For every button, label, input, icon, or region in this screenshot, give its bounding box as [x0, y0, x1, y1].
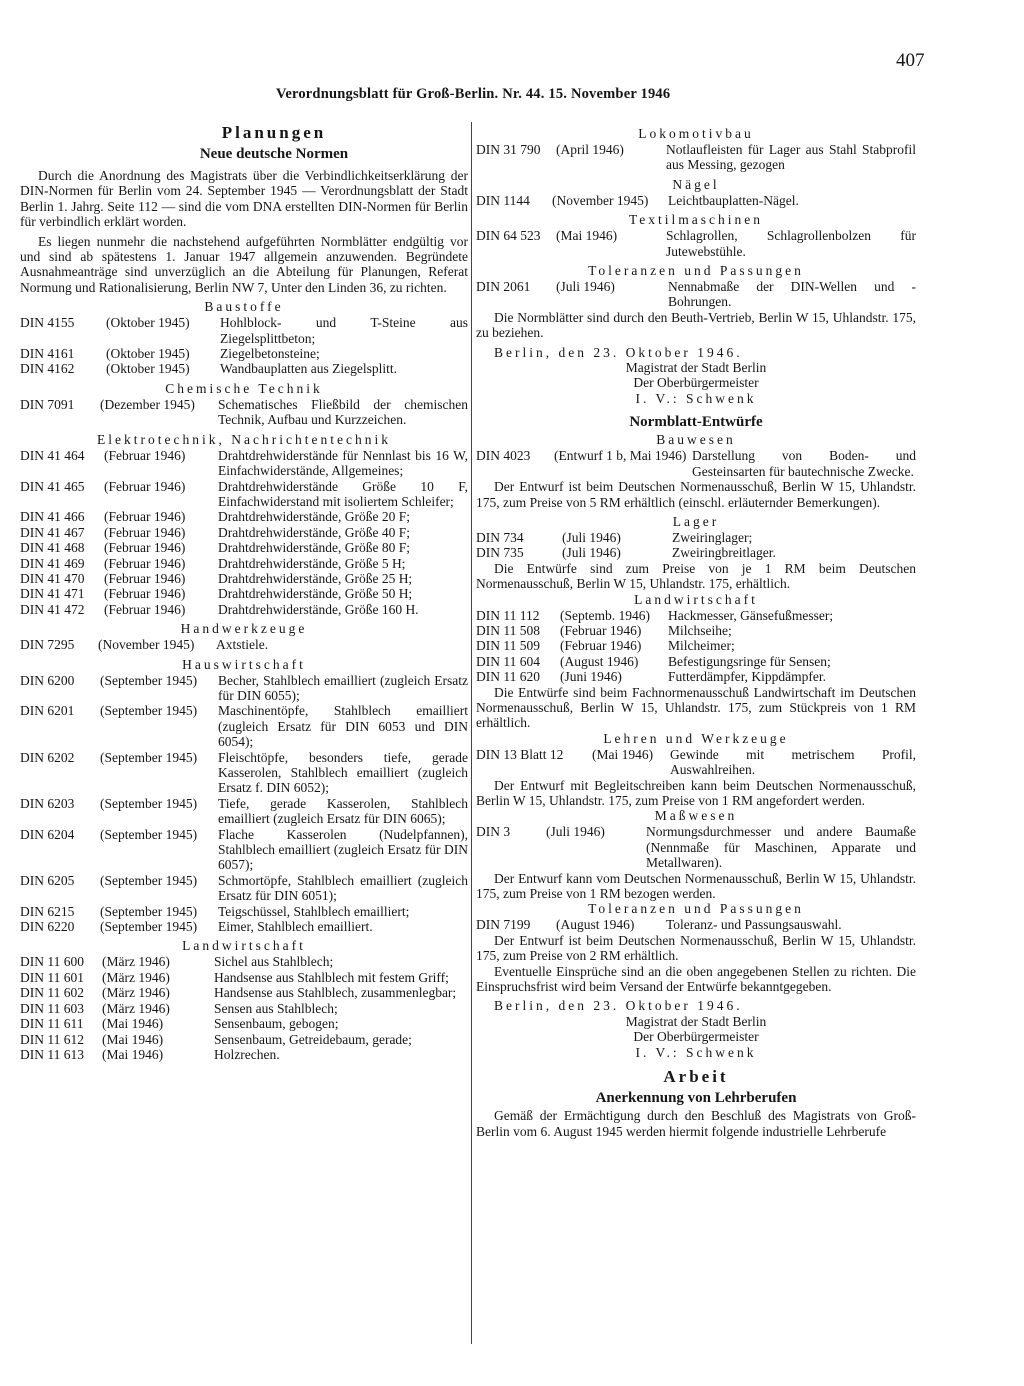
subtitle-lehrberufe: Anerkennung von Lehrberufen — [595, 1090, 797, 1107]
din-title: Toleranz- und Passungsauswahl. — [666, 917, 842, 933]
din-date: (Entwurf 1 b, Mai 1946) — [554, 448, 687, 464]
norm-entry — [20, 346, 468, 361]
din-date: (Februar 1946) — [560, 638, 642, 654]
norm-entry — [20, 970, 468, 985]
din-date: (August 1946) — [556, 917, 635, 933]
din-number: DIN 11 509 — [476, 638, 540, 654]
norm-entry — [20, 571, 468, 586]
din-number: DIN 7199 — [476, 917, 531, 933]
din-title: Maschinentöpfe, Stahlblech emailliert (zugleich Ersatz für DIN 6053 und DIN 6054); — [218, 703, 468, 750]
category-landwirtschaft: Landwirtschaft — [634, 591, 758, 607]
din-title: Milchseihe; — [668, 622, 732, 638]
din-title: Fleischtöpfe, besonders tiefe, gerade Kasserolen, Stahlblech emailliert (zugleich Ersatz f. DIN 6052); — [218, 749, 468, 796]
din-number: DIN 41 464 — [20, 447, 85, 463]
din-number: DIN 11 508 — [476, 622, 540, 638]
din-number: DIN 4161 — [20, 346, 75, 362]
category-lehren: Lehren und Werkzeuge — [603, 730, 789, 746]
norm-entry — [20, 1032, 468, 1047]
left-column — [20, 122, 468, 1062]
din-title: Tiefe, gerade Kasserolen, Stahlblech emailliert (zugleich Ersatz für DIN 6065); — [218, 795, 468, 827]
category-toleranzen-2: Toleranzen und Passungen — [588, 901, 804, 917]
din-number: DIN 2061 — [476, 279, 531, 295]
norm-entry — [20, 954, 468, 969]
din-title: Drahtdrehwiderstände, Größe 25 H; — [218, 570, 413, 586]
din-title: Handsense aus Stahlblech mit festem Griff; — [214, 969, 449, 985]
subtitle-neue-normen: Neue deutsche Normen — [199, 146, 349, 162]
din-date: (Februar 1946) — [560, 622, 642, 638]
din-title: Drahtdrehwiderstände, Größe 50 H; — [218, 586, 413, 602]
signature-2-name: I. V.: Schwenk — [635, 1044, 757, 1060]
din-date: (Dezember 1945) — [100, 396, 195, 412]
din-date: (März 1946) — [102, 954, 170, 970]
din-date: (Juni 1946) — [560, 669, 622, 685]
norm-entry — [20, 904, 468, 919]
norm-entry — [20, 397, 468, 428]
din-date: (Februar 1946) — [104, 586, 186, 602]
norm-entry — [476, 193, 916, 208]
din-number: DIN 11 604 — [476, 653, 540, 669]
din-title: Futterdämpfer, Kippdämpfer. — [668, 669, 827, 685]
din-title: Sensen aus Stahlblech; — [214, 1000, 338, 1016]
din-title: Drahtdrehwiderstände, Größe 80 F; — [218, 540, 410, 556]
norm-entry-bauwesen — [476, 448, 916, 479]
din-date: (April 1946) — [556, 142, 624, 157]
toleranzen-note-2: Eventuelle Einsprüche sind an die oben angegebenen Stellen zu richten. Die Einspruchsfrist wird beim Versand der Entwürfe bekanntgegeben. — [476, 963, 916, 995]
din-title: Drahtdrehwiderstände, Größe 40 F; — [218, 524, 410, 540]
din-title: Flache Kasserolen (Nudelpfannen), Stahlblech emailliert (zugleich Ersatz für DIN 6057); — [218, 826, 468, 873]
din-date: (Juli 1946) — [556, 279, 615, 295]
din-number: DIN 735 — [476, 545, 524, 561]
din-date: (September 1945) — [100, 749, 198, 765]
din-title: Notlaufleisten für Lager aus Stahl Stabprofil aus Messing, gezogen — [666, 142, 916, 173]
din-number: DIN 41 468 — [20, 540, 85, 556]
din-title: Teigschüssel, Stahlblech emailliert; — [218, 903, 410, 919]
norm-entry — [476, 279, 916, 310]
norm-entry — [20, 827, 468, 873]
norm-entry — [20, 586, 468, 601]
norm-entry-masswesen — [476, 824, 916, 870]
category-title: Textilmaschinen — [628, 212, 764, 228]
norm-entry — [20, 796, 468, 827]
din-number: DIN 3 — [476, 824, 511, 840]
category-title: Lokomotivbau — [638, 126, 754, 141]
column-divider — [471, 122, 472, 1344]
category-masswesen: Maßwesen — [654, 808, 738, 824]
din-number: DIN 4162 — [20, 361, 75, 377]
norm-entry — [20, 479, 468, 510]
signature-2-oberbuergermeister: Der Oberbürgermeister — [633, 1029, 759, 1045]
category-title: Chemische Technik — [165, 380, 323, 396]
din-number: DIN 6200 — [20, 672, 75, 688]
din-number: DIN 6220 — [20, 919, 75, 935]
norm-entry — [20, 1001, 468, 1016]
left-norm-groups — [20, 299, 468, 1062]
norm-entry-toleranzen-2 — [476, 917, 916, 932]
norm-entry-lehren — [476, 747, 916, 778]
category-lager: Lager — [672, 513, 720, 529]
din-number: DIN 7295 — [20, 637, 75, 653]
norm-entry — [476, 545, 916, 560]
din-date: (Juli 1946) — [546, 824, 605, 840]
landwirtschaft-note: Die Entwürfe sind beim Fachnormenausschuß Landwirtschaft im Deutschen Normenausschuß, Berlin W 15, Uhlandstr. 175, zum Stückpreis von 1 RM erhältlich. — [476, 684, 916, 731]
din-date: (Februar 1946) — [104, 509, 186, 525]
norm-entry — [20, 985, 468, 1000]
din-title: Drahtdrehwiderstände für Nennlast bis 16 W, Einfachwiderstände, Allgemeines; — [218, 447, 468, 479]
norm-entry — [20, 556, 468, 571]
norm-entry — [20, 540, 468, 555]
din-title: Eimer, Stahlblech emailliert. — [218, 919, 373, 935]
page-number: 407 — [896, 50, 925, 71]
din-title: Darstellung von Boden- und Gesteinsarten für bautechnische Zwecke. — [692, 448, 916, 479]
din-number: DIN 6204 — [20, 826, 75, 842]
norm-entry — [20, 509, 468, 524]
din-date: (März 1946) — [102, 1000, 170, 1016]
bauwesen-note: Der Entwurf ist beim Deutschen Normenausschuß, Berlin W 15, Uhlandstr. 175, zum Preise von 5 RM erhältlich (einschl. erläuternder Bemerkungen). — [476, 479, 916, 510]
category-title: Landwirtschaft — [182, 938, 306, 954]
din-title: Schmortöpfe, Stahlblech emailliert (zugleich Ersatz für DIN 6051); — [218, 872, 468, 904]
din-title: Hohlblock- und T-Steine aus Ziegelsplittbeton; — [220, 315, 468, 346]
din-date: (Oktober 1945) — [106, 346, 190, 362]
landwirtschaft-entries — [476, 608, 916, 685]
signature-1-oberbuergermeister: Der Oberbürgermeister — [633, 375, 759, 391]
din-date: (Februar 1946) — [104, 524, 186, 540]
norm-entry — [20, 873, 468, 904]
din-title: Befestigungsringe für Sensen; — [668, 653, 831, 669]
lager-entries — [476, 530, 916, 561]
norm-entry — [476, 669, 916, 684]
din-date: (November 1945) — [552, 192, 649, 208]
norm-entry — [20, 1016, 468, 1031]
category-title: Handwerkzeuge — [180, 621, 308, 637]
signature-1-name: I. V.: Schwenk — [635, 390, 757, 406]
din-title: Normungsdurchmesser und andere Baumaße (Nennmaße für Maschinen, Apparate und Metallwaren). — [646, 824, 916, 871]
din-number: DIN 64 523 — [476, 228, 541, 244]
din-number: DIN 11 603 — [20, 1000, 84, 1016]
din-date: (Oktober 1945) — [106, 361, 190, 377]
din-number: DIN 11 602 — [20, 985, 84, 1001]
din-title: Nennabmaße der DIN-Wellen und -Bohrungen. — [668, 279, 916, 310]
din-number: DIN 11 611 — [20, 1016, 84, 1032]
norm-entry — [476, 142, 916, 173]
din-title: Handsense aus Stahlblech, zusammenlegbar; — [214, 985, 457, 1001]
signature-2-magistrat: Magistrat der Stadt Berlin — [625, 1013, 767, 1029]
din-title: Zweiringlager; — [672, 529, 753, 545]
entwuerfe-title: Normblatt-Entwürfe — [629, 414, 763, 431]
norm-entry — [20, 602, 468, 617]
din-date: (September 1945) — [100, 903, 198, 919]
intro-paragraph-2: Es liegen nunmehr die nachstehend aufgeführten Normblätter endgültig vor und sind ab spätestens 1. Januar 1947 allgemein anzuwenden. Begründete Ausnahmeanträge sind unverzüglich an die Abteilung für Planungen, Referat Normung und Rationalisierung, Berlin NW 7, Unter den Linden 36, zu richten. — [20, 233, 468, 295]
din-number: DIN 13 Blatt 12 — [476, 746, 564, 762]
din-number: DIN 6202 — [20, 749, 75, 765]
norm-entry — [20, 673, 468, 704]
running-header: Verordnungsblatt für Groß-Berlin. Nr. 44. 15. November 1946 — [276, 86, 671, 102]
beuth-note: Die Normblätter sind durch den Beuth-Vertrieb, Berlin W 15, Uhlandstr. 175, zu beziehen. — [476, 309, 916, 341]
din-title: Zweiringbreitlager. — [672, 545, 776, 561]
category-bauwesen: Bauwesen — [656, 432, 736, 448]
din-title: Gewinde mit metrischem Profil, Auswahlreihen. — [670, 746, 916, 778]
norm-entry — [20, 448, 468, 479]
norm-entry — [476, 638, 916, 653]
din-date: (Juli 1946) — [562, 529, 621, 545]
category-title: Hauswirtschaft — [182, 656, 306, 672]
din-title: Holzrechen. — [214, 1046, 280, 1062]
din-date: (Februar 1946) — [104, 555, 186, 571]
din-number: DIN 41 467 — [20, 524, 85, 540]
norm-entry — [476, 228, 916, 259]
norm-entry — [20, 637, 468, 652]
din-date: (September 1945) — [100, 703, 198, 719]
din-title: Drahtdrehwiderstände Größe 10 F, Einfachwiderstand mit isoliertem Schleifer; — [218, 478, 468, 509]
place-date-1: Berlin, den 23. Oktober 1946. — [494, 344, 743, 360]
din-date: (Oktober 1945) — [106, 315, 190, 331]
din-number: DIN 7091 — [20, 396, 75, 412]
din-title: Leichtbauplatten-Nägel. — [668, 192, 799, 208]
din-title: Becher, Stahlblech emailliert (zugleich Ersatz für DIN 6055); — [218, 672, 468, 703]
din-number: DIN 6205 — [20, 872, 75, 888]
din-title: Axtstiele. — [216, 637, 269, 653]
signature-1-magistrat: Magistrat der Stadt Berlin — [625, 360, 767, 376]
norm-entry — [20, 525, 468, 540]
din-title: Sichel aus Stahlblech; — [214, 954, 334, 970]
din-date: (Juli 1946) — [562, 545, 621, 561]
din-date: (Mai 1946) — [592, 746, 654, 762]
din-number: DIN 6201 — [20, 703, 75, 719]
din-title: Schlagrollen, Schlagrollenbolzen für Jutewebstühle. — [666, 228, 916, 259]
norm-entry — [476, 530, 916, 545]
din-title: Schematisches Fließbild der chemischen Technik, Aufbau und Kurzzeichen. — [218, 396, 468, 428]
din-date: (März 1946) — [102, 985, 170, 1001]
section-title-planungen: Planungen — [221, 123, 327, 142]
din-date: (Mai 1946) — [556, 228, 618, 244]
din-number: DIN 6215 — [20, 903, 75, 919]
intro-paragraph-1: Durch die Anordnung des Magistrats über die Verbindlichkeitserklärung der DIN-Normen für Berlin vom 24. September 1945 — Verordnungsblatt der Stadt Berlin 1. Jahrg. Seite 112 — sind die vom DNA erstellten DIN-Normen für Berlin für verbindlich erklärt worden. — [20, 168, 468, 230]
norm-entry — [20, 315, 468, 346]
din-date: (November 1945) — [98, 637, 195, 653]
din-date: (März 1946) — [102, 969, 170, 985]
din-number: DIN 4155 — [20, 315, 75, 331]
din-number: DIN 11 600 — [20, 954, 84, 970]
din-number: DIN 41 472 — [20, 601, 85, 617]
din-date: (Februar 1946) — [104, 540, 186, 556]
din-number: DIN 11 620 — [476, 669, 540, 685]
category-title: Elektrotechnik, Nachrichtentechnik — [97, 431, 391, 447]
din-number: DIN 11 112 — [476, 607, 540, 623]
norm-entry — [20, 919, 468, 934]
lager-note: Die Entwürfe sind zum Preise von je 1 RM beim Deutschen Normenausschuß, Berlin W 15, Uhlandstr. 175, erhältlich. — [476, 560, 916, 592]
din-number: DIN 11 601 — [20, 969, 84, 985]
norm-entry — [476, 608, 916, 623]
din-title: Sensenbaum, gebogen; — [214, 1016, 339, 1032]
din-date: (Mai 1946) — [102, 1016, 164, 1032]
din-title: Hackmesser, Gänsefußmesser; — [668, 607, 834, 623]
din-title: Milcheimer; — [668, 638, 735, 654]
din-title: Drahtdrehwiderstände, Größe 20 F; — [218, 509, 410, 525]
din-number: DIN 41 471 — [20, 586, 85, 602]
din-date: (September 1945) — [100, 672, 198, 688]
category-title: Baustoffe — [204, 299, 284, 315]
din-date: (Februar 1946) — [104, 478, 186, 494]
din-date: (Februar 1946) — [104, 570, 186, 586]
din-number: DIN 6203 — [20, 795, 75, 811]
din-number: DIN 734 — [476, 529, 524, 545]
norm-entry — [20, 703, 468, 749]
din-number: DIN 31 790 — [476, 142, 541, 157]
right-column — [476, 122, 916, 1139]
place-date-2: Berlin, den 23. Oktober 1946. — [494, 998, 743, 1014]
din-number: DIN 41 470 — [20, 570, 85, 586]
din-number: DIN 1144 — [476, 192, 530, 208]
din-date: (September 1945) — [100, 872, 198, 888]
din-date: (Mai 1946) — [102, 1031, 164, 1047]
din-date: (Mai 1946) — [102, 1046, 164, 1062]
category-title: Toleranzen und Passungen — [588, 263, 804, 279]
norm-entry — [20, 1047, 468, 1062]
norm-entry — [476, 623, 916, 638]
right-norm-groups — [476, 126, 916, 310]
din-number: DIN 4023 — [476, 448, 531, 464]
din-number: DIN 41 469 — [20, 555, 85, 571]
din-title: Drahtdrehwiderstände, Größe 5 H; — [218, 555, 406, 571]
category-title: Nägel — [672, 176, 720, 192]
din-date: (September 1945) — [100, 826, 198, 842]
din-date: (Februar 1946) — [104, 447, 186, 463]
din-number: DIN 41 465 — [20, 478, 85, 494]
din-date: (Februar 1946) — [104, 601, 186, 617]
arbeit-paragraph: Gemäß der Ermächtigung durch den Beschluß des Magistrats von Groß-Berlin vom 6. August 1945 werden hiermit folgende industrielle Lehrberufe — [476, 1108, 916, 1139]
toleranzen-note-1: Der Entwurf ist beim Deutschen Normenausschuß, Berlin W 15, Uhlandstr. 175, zum Preise von 2 RM erhältlich. — [476, 932, 916, 964]
norm-entry — [20, 750, 468, 796]
din-number: DIN 11 613 — [20, 1046, 84, 1062]
din-title: Wandbauplatten aus Ziegelsplitt. — [220, 361, 397, 377]
din-title: Sensenbaum, Getreidebaum, gerade; — [214, 1031, 412, 1047]
lehren-note: Der Entwurf mit Begleitschreiben kann beim Deutschen Normenausschuß, Berlin W 15, Uhlandstr. 175, zum Preise von 1 RM angefordert werden. — [476, 777, 916, 808]
section-title-arbeit: Arbeit — [663, 1067, 729, 1087]
masswesen-note: Der Entwurf kann vom Deutschen Normenausschuß, Berlin W 15, Uhlandstr. 175, zum Preise von 1 RM bezogen werden. — [476, 870, 916, 902]
norm-entry — [476, 654, 916, 669]
din-number: DIN 41 466 — [20, 509, 85, 525]
din-title: Ziegelbetonsteine; — [220, 346, 320, 362]
din-date: (September 1945) — [100, 795, 198, 811]
din-date: (Septemb. 1946) — [560, 607, 650, 623]
norm-entry — [20, 361, 468, 376]
din-number: DIN 11 612 — [20, 1031, 84, 1047]
din-date: (August 1946) — [560, 653, 639, 669]
din-date: (September 1945) — [100, 919, 198, 935]
din-title: Drahtdrehwiderstände, Größe 160 H. — [218, 601, 419, 617]
